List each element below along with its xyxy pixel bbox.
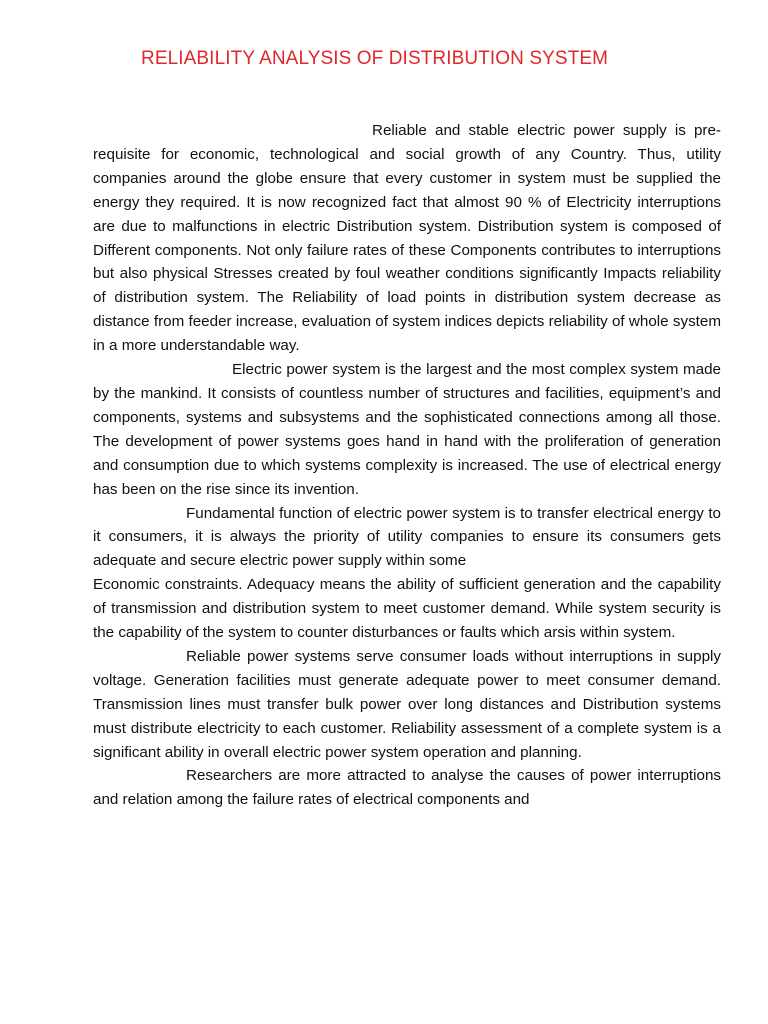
document-body xyxy=(93,119,721,812)
paragraph-fundamental-function: Fundamental function of electric power system is to transfer electrical energy to it consumers, it is always the priority of utility companies to ensure its consumers gets adequate and secure electric power supply within some xyxy=(93,504,721,570)
paragraph-economic-constraints: Economic constraints. Adequacy means the ability of sufficient generation and the capability of transmission and distribution system to meet customer demand. While system security is the capability of the system to counter disturbances or faults which arsis within system. xyxy=(93,576,721,642)
paragraph-intro: Reliable and stable electric power supply is pre-requisite for economic, technological and social growth of any Country. Thus, utility companies around the globe ensure that every customer in system must be supplied the energy they required. It is now recognized fact that almost 90 % of Electricity interruptions are due to malfunctions in electric Distribution system. Distribution system is composed of Different components. Not only failure rates of these Components contributes to interruptions but also physical Stresses created by foul weather conditions significantly Impacts reliability of distribution system. The Reliability of load points in distribution system decrease as distance from feeder increase, evaluation of system indices depicts reliability of whole system in a more understandable way. xyxy=(93,122,721,355)
paragraph-power-system: Electric power system is the largest and the most complex system made by the mankind. It consists of countless number of structures and facilities, equipment’s and components, systems and subsystems and the sophisticated connections among all those. The development of power systems goes hand in hand with the proliferation of generation and consumption due to which systems complexity is increased. The use of electrical energy has been on the rise since its invention. xyxy=(93,361,721,498)
document-title: RELIABILITY ANALYSIS OF DISTRIBUTION SYSTEM xyxy=(141,48,609,69)
paragraph-researchers: Researchers are more attracted to analyse the causes of power interruptions and relation among the failure rates of electrical components and xyxy=(93,767,721,809)
paragraph-reliable-power: Reliable power systems serve consumer loads without interruptions in supply voltage. Generation facilities must generate adequate power to meet consumer demand. Transmission lines must transfer bulk power over long distances and Distribution systems must distribute electricity to each customer. Reliability assessment of a complete system is a significant ability in overall electric power system operation and planning. xyxy=(93,647,721,761)
